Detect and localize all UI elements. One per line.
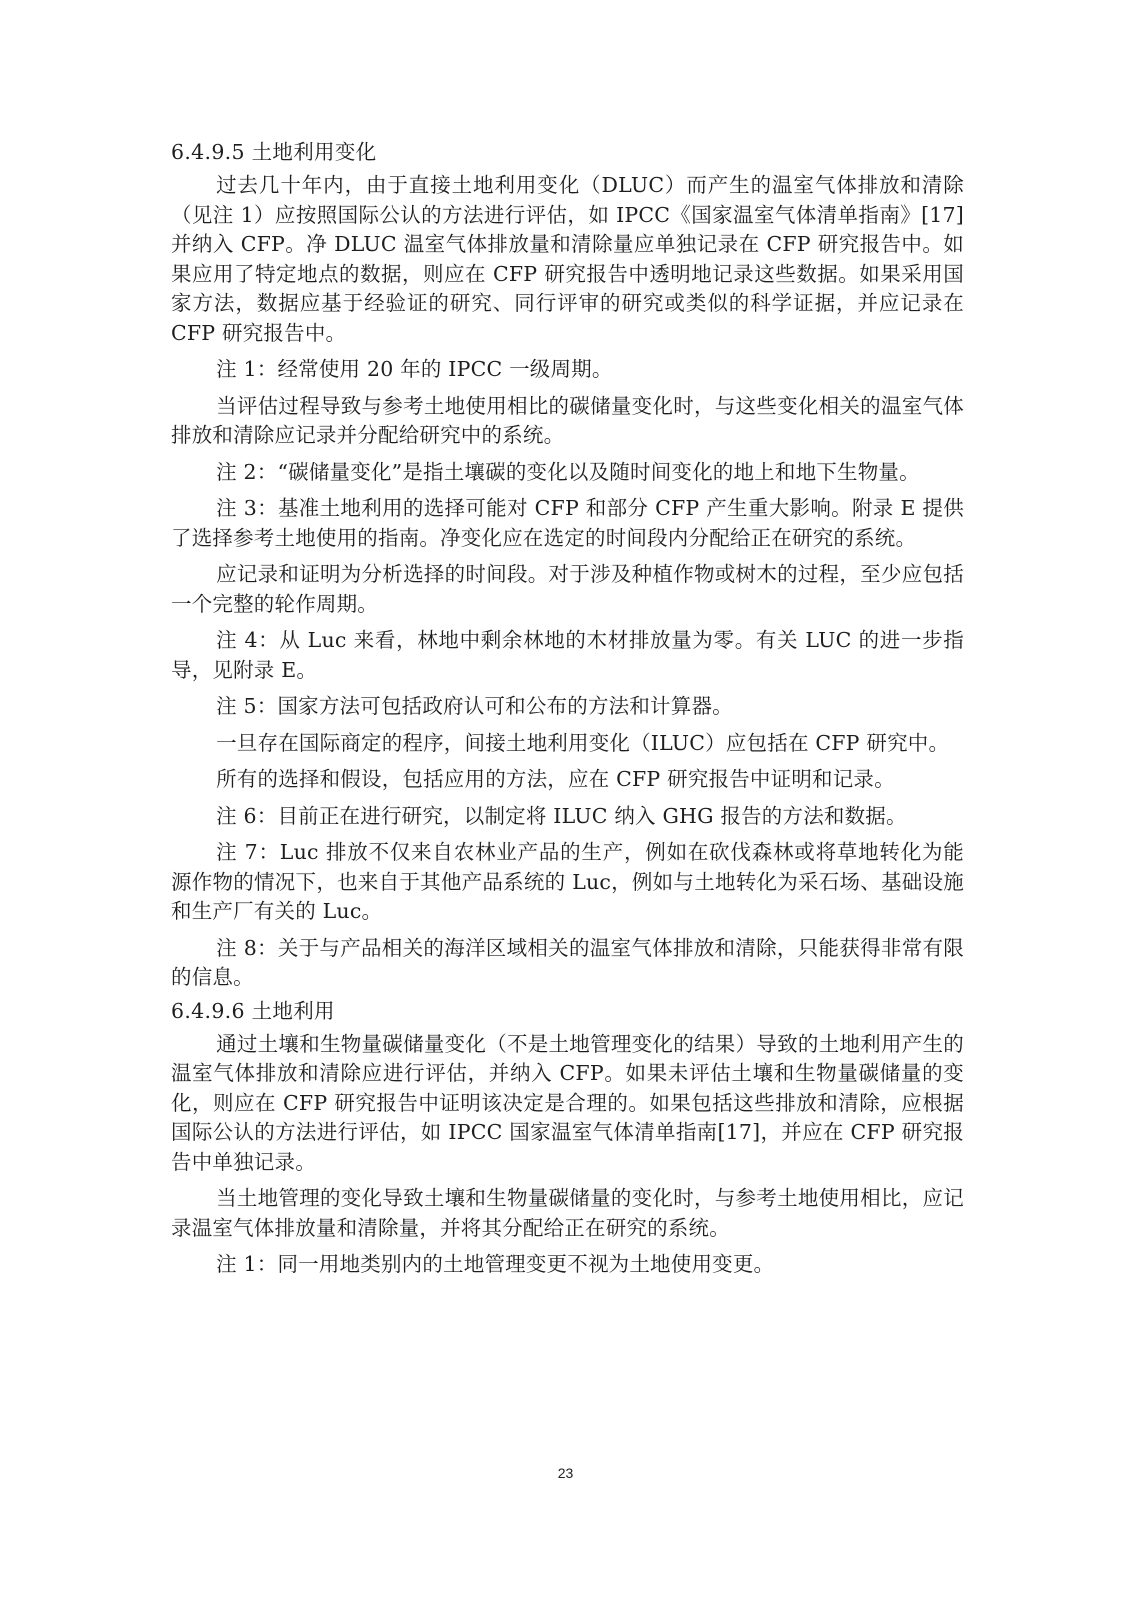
paragraph-carbon-stock-change: 当评估过程导致与参考土地使用相比的碳储量变化时，与这些变化相关的温室气体排放和清除应记录并分配给研究中的系统。 [171,393,964,447]
document-page [171,138,964,1287]
paragraph-land-use-assessment: 通过土壤和生物量碳储量变化（不是土地管理变化的结果）导致的土地利用产生的温室气体排放和清除应进行评估，并纳入 CFP。如果未评估土壤和生物量碳储量的变化，则应在 CFP 研究报告中证明该决定是合理的。如果包括这些排放和清除，应根据国际公认的方法进行评估，如 IPCC 国家温室气体清单指南[17]，并应在 CFP 研究报告中单独记录。 [171,1031,964,1174]
paragraph-time-period: 应记录和证明为分析选择的时间段。对于涉及种植作物或树木的过程，至少应包括一个完整的轮作周期。 [171,562,964,616]
paragraph-iluc: 一旦存在国际商定的程序，间接土地利用变化（ILUC）应包括在 CFP 研究中。 [216,730,950,755]
paragraph-choices-assumptions: 所有的选择和假设，包括应用的方法，应在 CFP 研究报告中证明和记录。 [216,767,895,791]
note-5-national-methods: 注 5：国家方法可包括政府认可和公布的方法和计算器。 [216,694,733,718]
note-6-iluc-research: 注 6：目前正在进行研究，以制定将 ILUC 纳入 GHG 报告的方法和数据。 [216,803,907,828]
note-3-baseline-land-use: 注 3：基准土地利用的选择可能对 CFP 和部分 CFP 产生重大影响。附录 E 提供了选择参考土地使用的指南。净变化应在选定的时间段内分配给正在研究的系统。 [171,496,964,550]
page-number: 23 [557,1465,574,1481]
note-8-marine-areas: 注 8：关于与产品相关的海洋区域相关的温室气体排放和清除，只能获得非常有限的信息。 [171,935,964,989]
note-7-luc-emissions: 注 7：Luc 排放不仅来自农林业产品的生产，例如在砍伐森林或将草地转化为能源作物的情况下，也来自于其他产品系统的 Luc，例如与土地转化为采石场、基础设施和生产厂有关的 Luc。 [171,840,964,923]
section-heading-land-use: 6.4.9.6 土地利用 [171,998,335,1023]
note-2-carbon-stock-definition: 注 2：“碳储量变化”是指土壤碳的变化以及随时间变化的地上和地下生物量。 [216,459,920,484]
section-heading-land-use-change: 6.4.9.5 土地利用变化 [171,140,377,164]
paragraph-land-management-change: 当土地管理的变化导致土壤和生物量碳储量的变化时，与参考土地使用相比，应记录温室气体排放量和清除量，并将其分配给正在研究的系统。 [171,1186,964,1240]
paragraph-dluc-assessment: 过去几十年内，由于直接土地利用变化（DLUC）而产生的温室气体排放和清除（见注 1）应按照国际公认的方法进行评估，如 IPCC《国家温室气体清单指南》[17]并纳入 CFP。净 DLUC 温室气体排放量和清除量应单独记录在 CFP 研究报告中。如果应用了特定地点的数据，则应在 CFP 研究报告中透明地记录这些数据。如果采用国家方法，数据应基于经验证的研究、同行评审的研究或类似的科学证据，并应记录在 CFP 研究报告中。 [171,173,964,345]
note-1-ipcc-period: 注 1：经常使用 20 年的 IPCC 一级周期。 [216,357,613,381]
note-1-land-management: 注 1：同一用地类别内的土地管理变更不视为土地使用变更。 [216,1252,775,1276]
note-4-forest-land: 注 4：从 Luc 来看，林地中剩余林地的木材排放量为零。有关 LUC 的进一步指导，见附录 E。 [171,628,964,682]
